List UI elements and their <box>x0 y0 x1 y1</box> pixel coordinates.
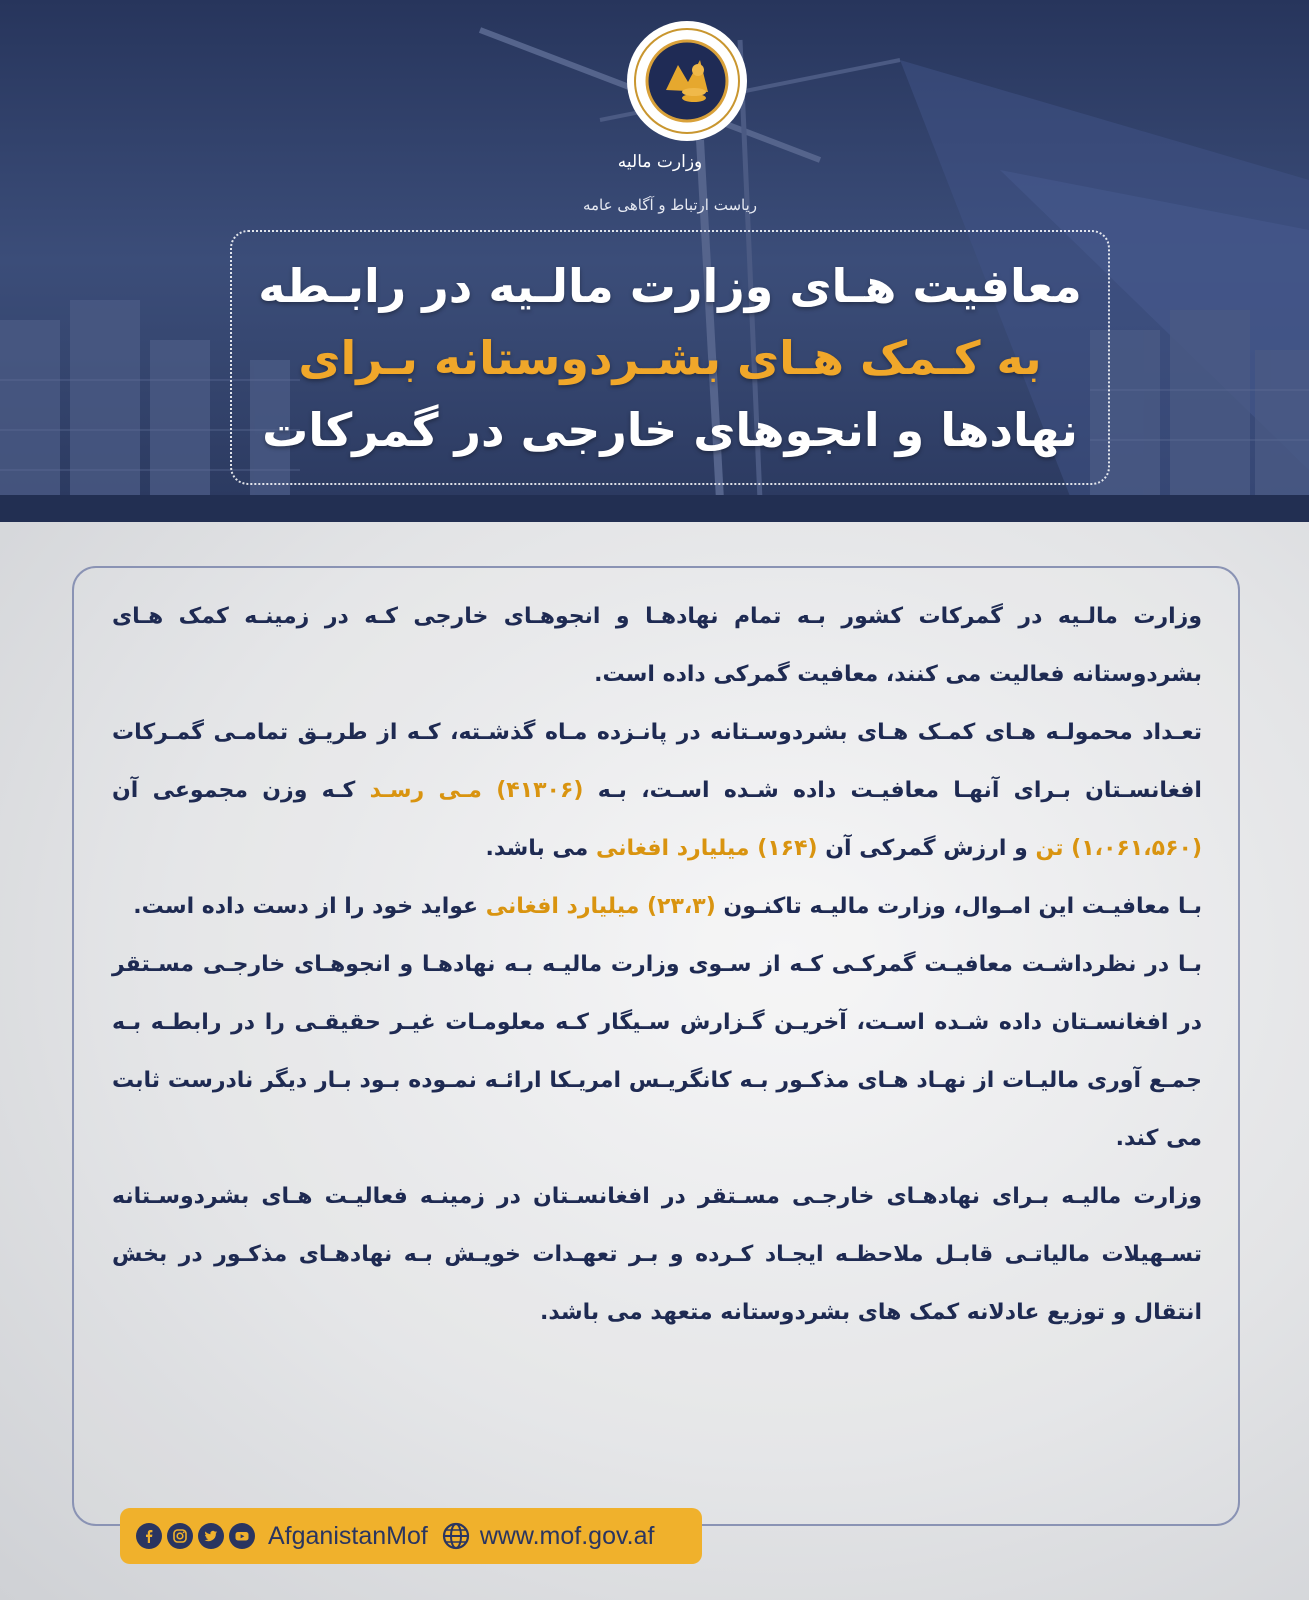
statement-text <box>112 588 1202 1342</box>
customs-value: (۱۶۴) میلیارد افغانی <box>595 836 818 861</box>
ministry-seal-logo <box>626 20 748 142</box>
contact-footer-bar <box>120 1508 702 1564</box>
youtube-icon[interactable] <box>229 1523 255 1549</box>
paragraph-3-part-a: بـا معافیـت این امـوال، وزارت مالیـه تاکنـون <box>723 894 1202 919</box>
website-link[interactable]: www.mof.gov.af <box>479 1521 655 1550</box>
paragraph-4: بـا در نظرداشـت معافیـت گمرکـی کـه از سـوی وزارت مالیـه بـه نهادهـا و انجوهـای خارجـی مسـتقر در افغانسـتان داده شـده اسـت، آخریـن گـزارش سـیگار کـه معلومـات غیـر حقیقـی را در رابطـه بـه جمـع آوری مالیـات از نهـاد هـای مذکـور بـه کانگریـس امریـکا ارائـه نمـوده بـود بـار دیگر نادرست ثابت می کند. <box>112 952 1202 1151</box>
paragraph-2-part-c: و ارزش گمرکی آن <box>825 836 1028 861</box>
paragraph-3-part-b: عواید خود را از دست داده است. <box>133 894 479 919</box>
title-box <box>230 230 1110 485</box>
facebook-icon[interactable] <box>136 1523 162 1549</box>
globe-icon <box>442 1522 470 1550</box>
total-weight: (۱،۰۶۱،۵۶۰) تن <box>1035 836 1202 861</box>
social-icons <box>136 1523 260 1549</box>
title-line-1: معافیت هـای وزارت مالـیه در رابـطه <box>258 258 1082 313</box>
instagram-icon[interactable] <box>167 1523 193 1549</box>
twitter-icon[interactable] <box>198 1523 224 1549</box>
paragraph-5: وزارت مالیـه بـرای نهادهـای خارجـی مسـتقر در افغانسـتان در زمینـه فعالیـت هـای بشردوسـتانه تسـهیلات مالیاتـی قابـل ملاحظـه ایجـاد کـرده و بـر تعهـدات خویـش بـه نهادهـای مذکـور در بخش انتقال و توزیع عادلانه کمک های بشردوستانه متعهد می باشد. <box>112 1184 1202 1325</box>
lost-revenue: (۲۳،۳) میلیارد افغانی <box>485 894 716 919</box>
paragraph-2 <box>112 704 1202 878</box>
title-line-3: نهادها و انجوهای خارجی در گمرکات <box>262 402 1078 457</box>
header-banner <box>0 0 1309 522</box>
paragraph-3 <box>112 878 1202 936</box>
social-handle[interactable]: AfganistanMof <box>268 1521 428 1550</box>
ministry-name: وزارت مالیه <box>617 152 703 172</box>
department-name: ریاست ارتباط و آگاهی عامه <box>582 196 758 214</box>
paragraph-2-part-a: تعـداد محمولـه هـای کمـک هـای بشردوسـتانه در پانـزده مـاه گذشـته، کـه از طریـق تمامـی گمـرکات افغانسـتان بـرای آنهـا معافیـت داده شـده اسـت، بـه <box>112 720 1202 803</box>
paragraph-2-part-d: می باشد. <box>485 836 589 861</box>
shipment-count: (۴۱۳۰۶) مـی رسـد <box>369 778 584 803</box>
paragraph-2-part-b: کـه وزن مجموعی آن <box>112 778 356 803</box>
paragraph-1: وزارت مالـیه در گمرکات کشور بـه تمام نهادهـا و انجوهـای خارجی کـه در زمینـه کمک هـای بشردوستانه فعالیت می کنند، معافیت گمرکی داده است. <box>112 604 1202 687</box>
title-line-2: به کـمک هـای بشـردوستانه بـرای <box>298 330 1042 385</box>
